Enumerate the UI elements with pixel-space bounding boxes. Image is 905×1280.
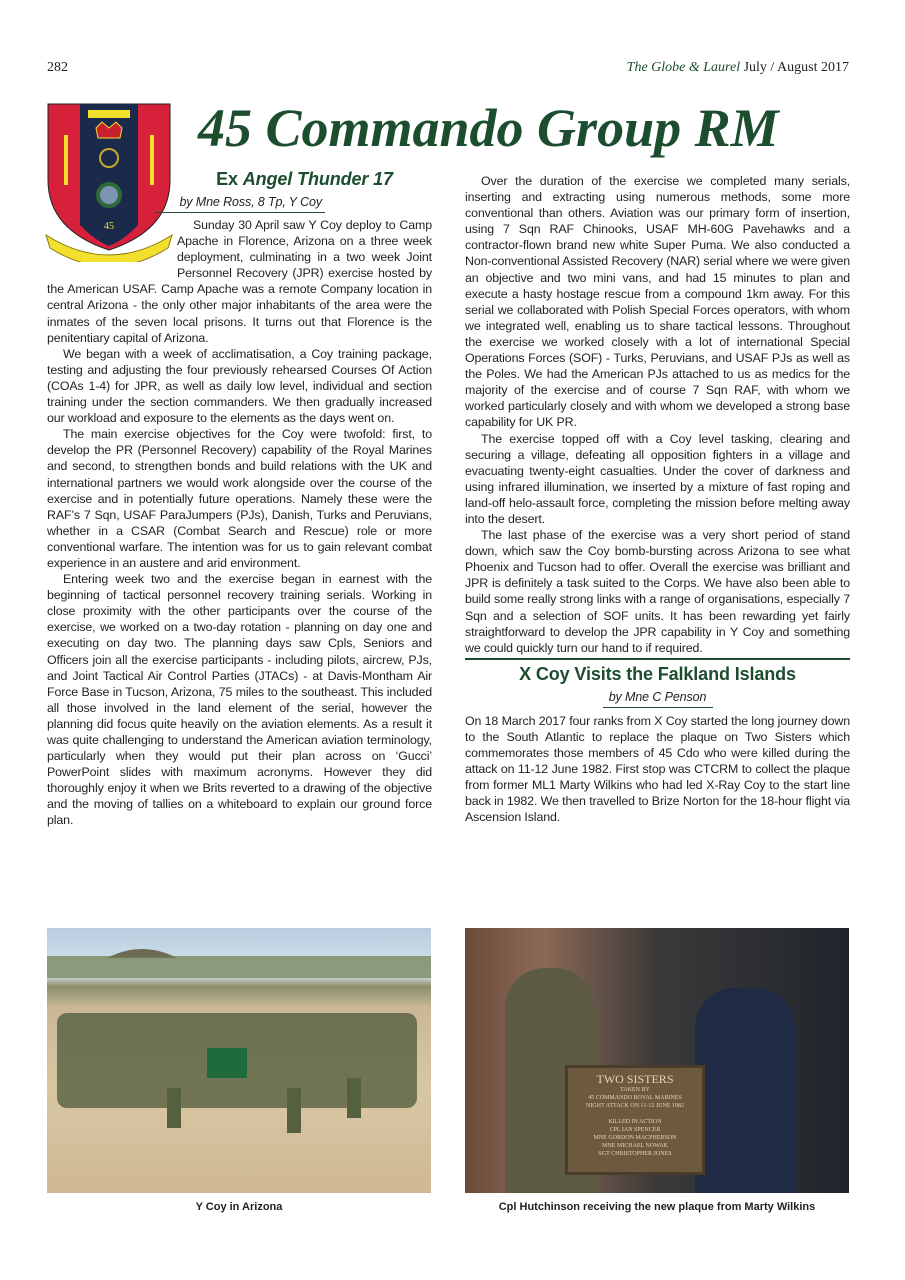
- magazine-name: The Globe & Laurel: [626, 60, 741, 75]
- right-column: [465, 173, 850, 826]
- running-header: [627, 60, 849, 76]
- article-byline: by Mne C Penson: [603, 689, 713, 708]
- article-heading: X Coy Visits the Falkland Islands: [519, 663, 796, 684]
- article-heading: Ex Angel Thunder 17: [216, 169, 393, 189]
- article-paragraph: We began with a week of acclimatisation, a Coy training package, testing and adjusting the four previously rehearsed Courses Of Action (COAs 1-4) for JPR, as well as daily low level, individual and section training under the section commanders. We then gradually increased our workload and exposure to the elements as the days went on.: [47, 346, 432, 426]
- article-byline: by Mne Ross, 8 Tp, Y Coy: [155, 194, 325, 213]
- photo-y-coy-arizona: [47, 928, 431, 1193]
- article-paragraph: Entering week two and the exercise began in earnest with the beginning of tactical personnel recovery training serials. Working in close proximity with the other participants over the course of the exercise, we worked on a two-day rotation - planning on day one and executing on day two. The planning days saw Cpls, Seniors and Officers join all the exercise participants - including pilots, aircrew, PJs, and Joint Tactical Air Control Parties (JTACs) - at Davis-Montham Air Force Base in Tucson, Arizona, 75 miles to the southeast. This included all those involved in the land element of the serial, however the planning did focus quite heavily on the aviation elements. As a result it was quite challenging to understand the American aviation terminology, particularly when they would put their plan across on ‘Gucci’ PowerPoint slides with maximum acronyms. However they did thoroughly enjoy it when we Brits reverted to a drawing of the objective and the moving of tallies on a whiteboard to explain our ground force plan.: [47, 572, 432, 828]
- article-paragraph: The last phase of the exercise was a very short period of stand down, which saw the Coy bomb-bursting across Arizona to see what Phoenix and Tucson had to offer. Overall the exercise was brilliant and JPR is definitely a task suited to the Corps. We have also been able to build some really strong links with a range of organisations, especially 7 Sqn and a selection of SOF units. It has been rewarding yet fairly straightforward to develop the JPR capability in Y Coy and something we could quickly turn our hand to if required.: [465, 528, 850, 655]
- photo-caption: Cpl Hutchinson receiving the new plaque from Marty Wilkins: [498, 1201, 816, 1213]
- article-paragraph: The main exercise objectives for the Coy were twofold: first, to develop the PR (Personnel Recovery) capability of the Royal Marines and second, to strengthen bonds and build relations with the UK and international partners we would work alongside over the course of the exercise and in potentially future operations. Namely these were the RAF’s 7 Sqn, USAF ParaJumpers (PJs), Danish, Turks and Peruvians, whether in a CSAR (Combat Search and Rescue) role or more conventional warfare. The intention was for us to gain relevant combat experience in an austere and arid environment.: [47, 427, 432, 570]
- person-right: [695, 988, 795, 1193]
- group-photo-illustration: [47, 928, 431, 1193]
- article-paragraph: Sunday 30 April saw Y Coy deploy to Camp Apache in Florence, Arizona on a three week deployment, culminating in a two week Joint Personnel Recovery (JPR) exercise hosted by the American USAF. Camp Apache was a remote Company location in central Arizona - the only other major inhabitants of the area were the inmates of the seven local prisons. It turns out that Florence is the penitentiary capital of Arizona.: [47, 218, 432, 345]
- page-number: 282: [47, 60, 68, 75]
- article-paragraph: On 18 March 2017 four ranks from X Coy started the long journey down to the South Atlantic to replace the plaque on Two Sisters which commemorates those members of 45 Cdo who were killed during the attack on 11-12 June 1982. First stop was CTCRM to collect the plaque from former ML1 Marty Wilkins who had led X-Ray Coy to the start line back in 1982. We then travelled to Brize Norton for the 18-hour flight via Ascension Island.: [465, 713, 850, 825]
- left-column: [47, 168, 432, 829]
- memorial-plaque: TWO SISTERS TAKEN BY 45 COMMANDO ROYAL MARINES NIGHT ATTACK ON 11-12 JUNE 1982 KILLED IN ACTION CPL IAN SPENCER MNE GORDON MACPHERSON MNE MICHAEL NOWAK SGT CHRISTOPHER JONES: [565, 1065, 705, 1175]
- article-paragraph: Over the duration of the exercise we completed many serials, inserting and extracting using numerous methods, some more conventional than others. Aviation was our primary form of insertion, using 7 Sqn RAF Chinooks, USAF MH-60G Pavehawks and a contractor-flown brand new white Super Puma. We also conducted a Non-conventional Assisted Recovery (NAR) serial where we were given an objective and two mini vans, and had 15 minutes to plan and execute a hasty hostage rescue from a compound 1km away. For this serial we collaborated with Polish Special Forces operators, with whom we integrated well, enabling us to share tactical lessons. Throughout the exercise we worked closely with a lot of international Special Operations Forces (SOF) - Turks, Peruvians, and USAF PJs as well as the Poles. We had the American PJs attached to us as medics for the majority of the exercise and of course 7 Sqn RAF, with whom we worked particularly closely and with whom we developed a strong base capability for UK PR.: [465, 174, 850, 430]
- issue-date: July / August 2017: [743, 60, 849, 75]
- article-paragraph: The exercise topped off with a Coy level tasking, clearing and securing a village, defeating all opposition fighters in a village and evacuating twenty-eight casualties. Under the cover of darkness and using infrared illumination, we inserted by a mixture of fast roping and land-off helo-assault force, completing the mission before melting away into the desert.: [465, 431, 850, 526]
- photo-plaque-handover: [465, 928, 849, 1193]
- page-title: 45 Commando Group RM: [198, 98, 779, 158]
- photo-caption: Y Coy in Arizona: [195, 1201, 283, 1213]
- svg-text:45: 45: [104, 221, 114, 232]
